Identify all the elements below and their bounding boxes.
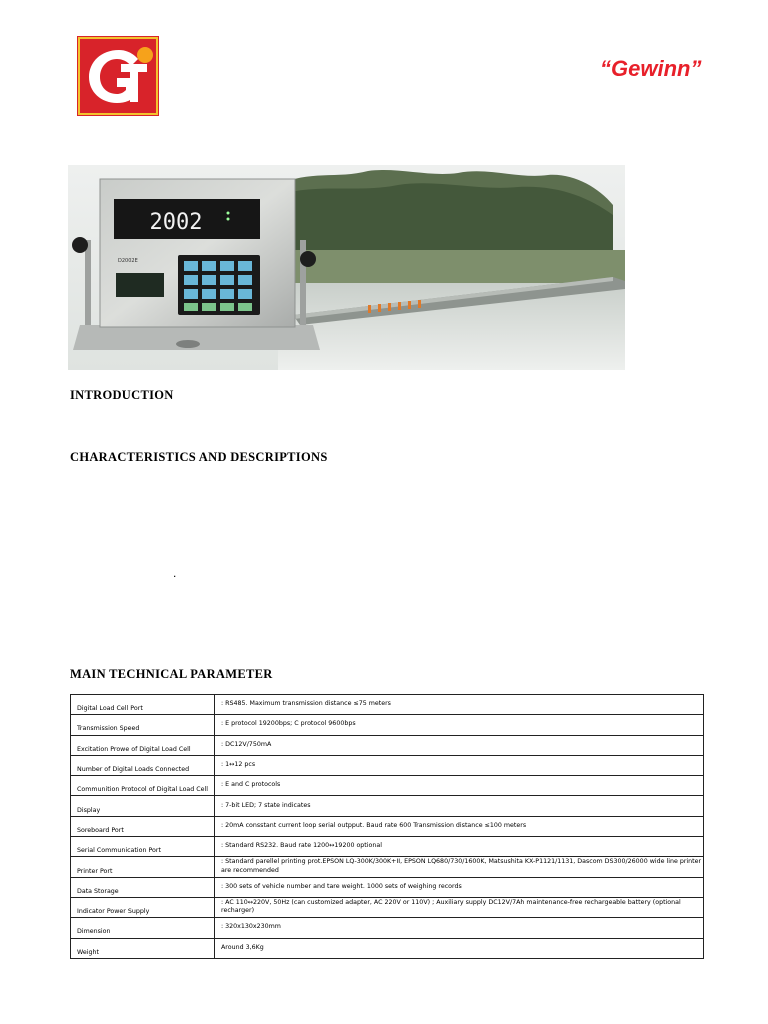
table-row — [71, 837, 704, 857]
parameter-name: Soreboard Port — [71, 816, 215, 836]
parameter-value: : DC12V/750mA — [215, 735, 704, 755]
parameter-name: Indicator Power Supply — [71, 897, 215, 917]
table-row — [71, 897, 704, 917]
table-row — [71, 877, 704, 897]
parameter-value: : 7-bit LED; 7 state indicates — [215, 796, 704, 816]
parameter-name: Excitation Prowe of Digital Load Cell — [71, 735, 215, 755]
parameter-value: : E protocol 19200bps; C protocol 9600bps — [215, 715, 704, 735]
parameter-name: Number of Digital Loads Connected — [71, 755, 215, 775]
table-row — [71, 857, 704, 877]
technical-parameters-table — [70, 694, 704, 959]
table-row — [71, 776, 704, 796]
parameter-name: Weight — [71, 938, 215, 958]
panel-label: D2002E — [118, 258, 138, 264]
parameters-heading: MAIN TECHNICAL PARAMETER — [70, 667, 273, 681]
product-photo — [68, 165, 625, 370]
parameter-value: : Standard RS232. Baud rate 1200↔19200 optional — [215, 837, 704, 857]
characteristics-heading: CHARACTERISTICS AND DESCRIPTIONS — [70, 450, 328, 464]
parameter-value: : 320x130x230mm — [215, 918, 704, 938]
parameter-value: : 20mA consstant current loop serial outpput. Baud rate 600 Transmission distance ≤100 meters — [215, 816, 704, 836]
parameter-value: : RS485. Maximum transmission distance ≤75 meters — [215, 695, 704, 715]
table-row — [71, 918, 704, 938]
table-row — [71, 938, 704, 958]
parameter-name: Display — [71, 796, 215, 816]
indicator-and-weighbridge-image — [68, 165, 625, 370]
introduction-heading: INTRODUCTION — [70, 388, 174, 402]
parameter-value: : E and C protocols — [215, 776, 704, 796]
table-row — [71, 715, 704, 735]
table-row — [71, 755, 704, 775]
table-row — [71, 816, 704, 836]
parameter-value: : AC 110↔220V, 50Hz (can customized adapter, AC 220V or 110V) ; Auxiliary supply DC12V/7Ah maintenance-free rechargeable battery (optional recharger) — [215, 897, 704, 917]
display-reading: 2002 — [149, 210, 203, 235]
table-row — [71, 735, 704, 755]
parameter-value: : 1↔12 pcs — [215, 755, 704, 775]
parameter-value: : Standard parellel printing prot.EPSON LQ-300K/300K+II, EPSON LQ680/730/1600K, Matsushita KX-P1121/1131, Dascom DS300/26000 wide line printer are recommended — [215, 857, 704, 877]
logo-mark — [77, 36, 159, 116]
parameter-name: Transmission Speed — [71, 715, 215, 735]
parameter-name: Serial Communication Port — [71, 837, 215, 857]
parameter-name: Digital Load Cell Port — [71, 695, 215, 715]
parameter-name: Printer Port — [71, 857, 215, 877]
parameter-name: Communition Protocol of Digital Load Cell — [71, 776, 215, 796]
parameter-value: : 300 sets of vehicle number and tare weight. 1000 sets of weighing records — [215, 877, 704, 897]
brand-name: “Gewinn” — [600, 56, 702, 81]
parameter-name: Dimension — [71, 918, 215, 938]
parameter-name: Data Storage — [71, 877, 215, 897]
parameter-value: Around 3,6Kg — [215, 938, 704, 958]
stray-dot: . — [173, 566, 177, 580]
company-logo — [77, 36, 159, 116]
table-row — [71, 796, 704, 816]
table-row — [71, 695, 704, 715]
